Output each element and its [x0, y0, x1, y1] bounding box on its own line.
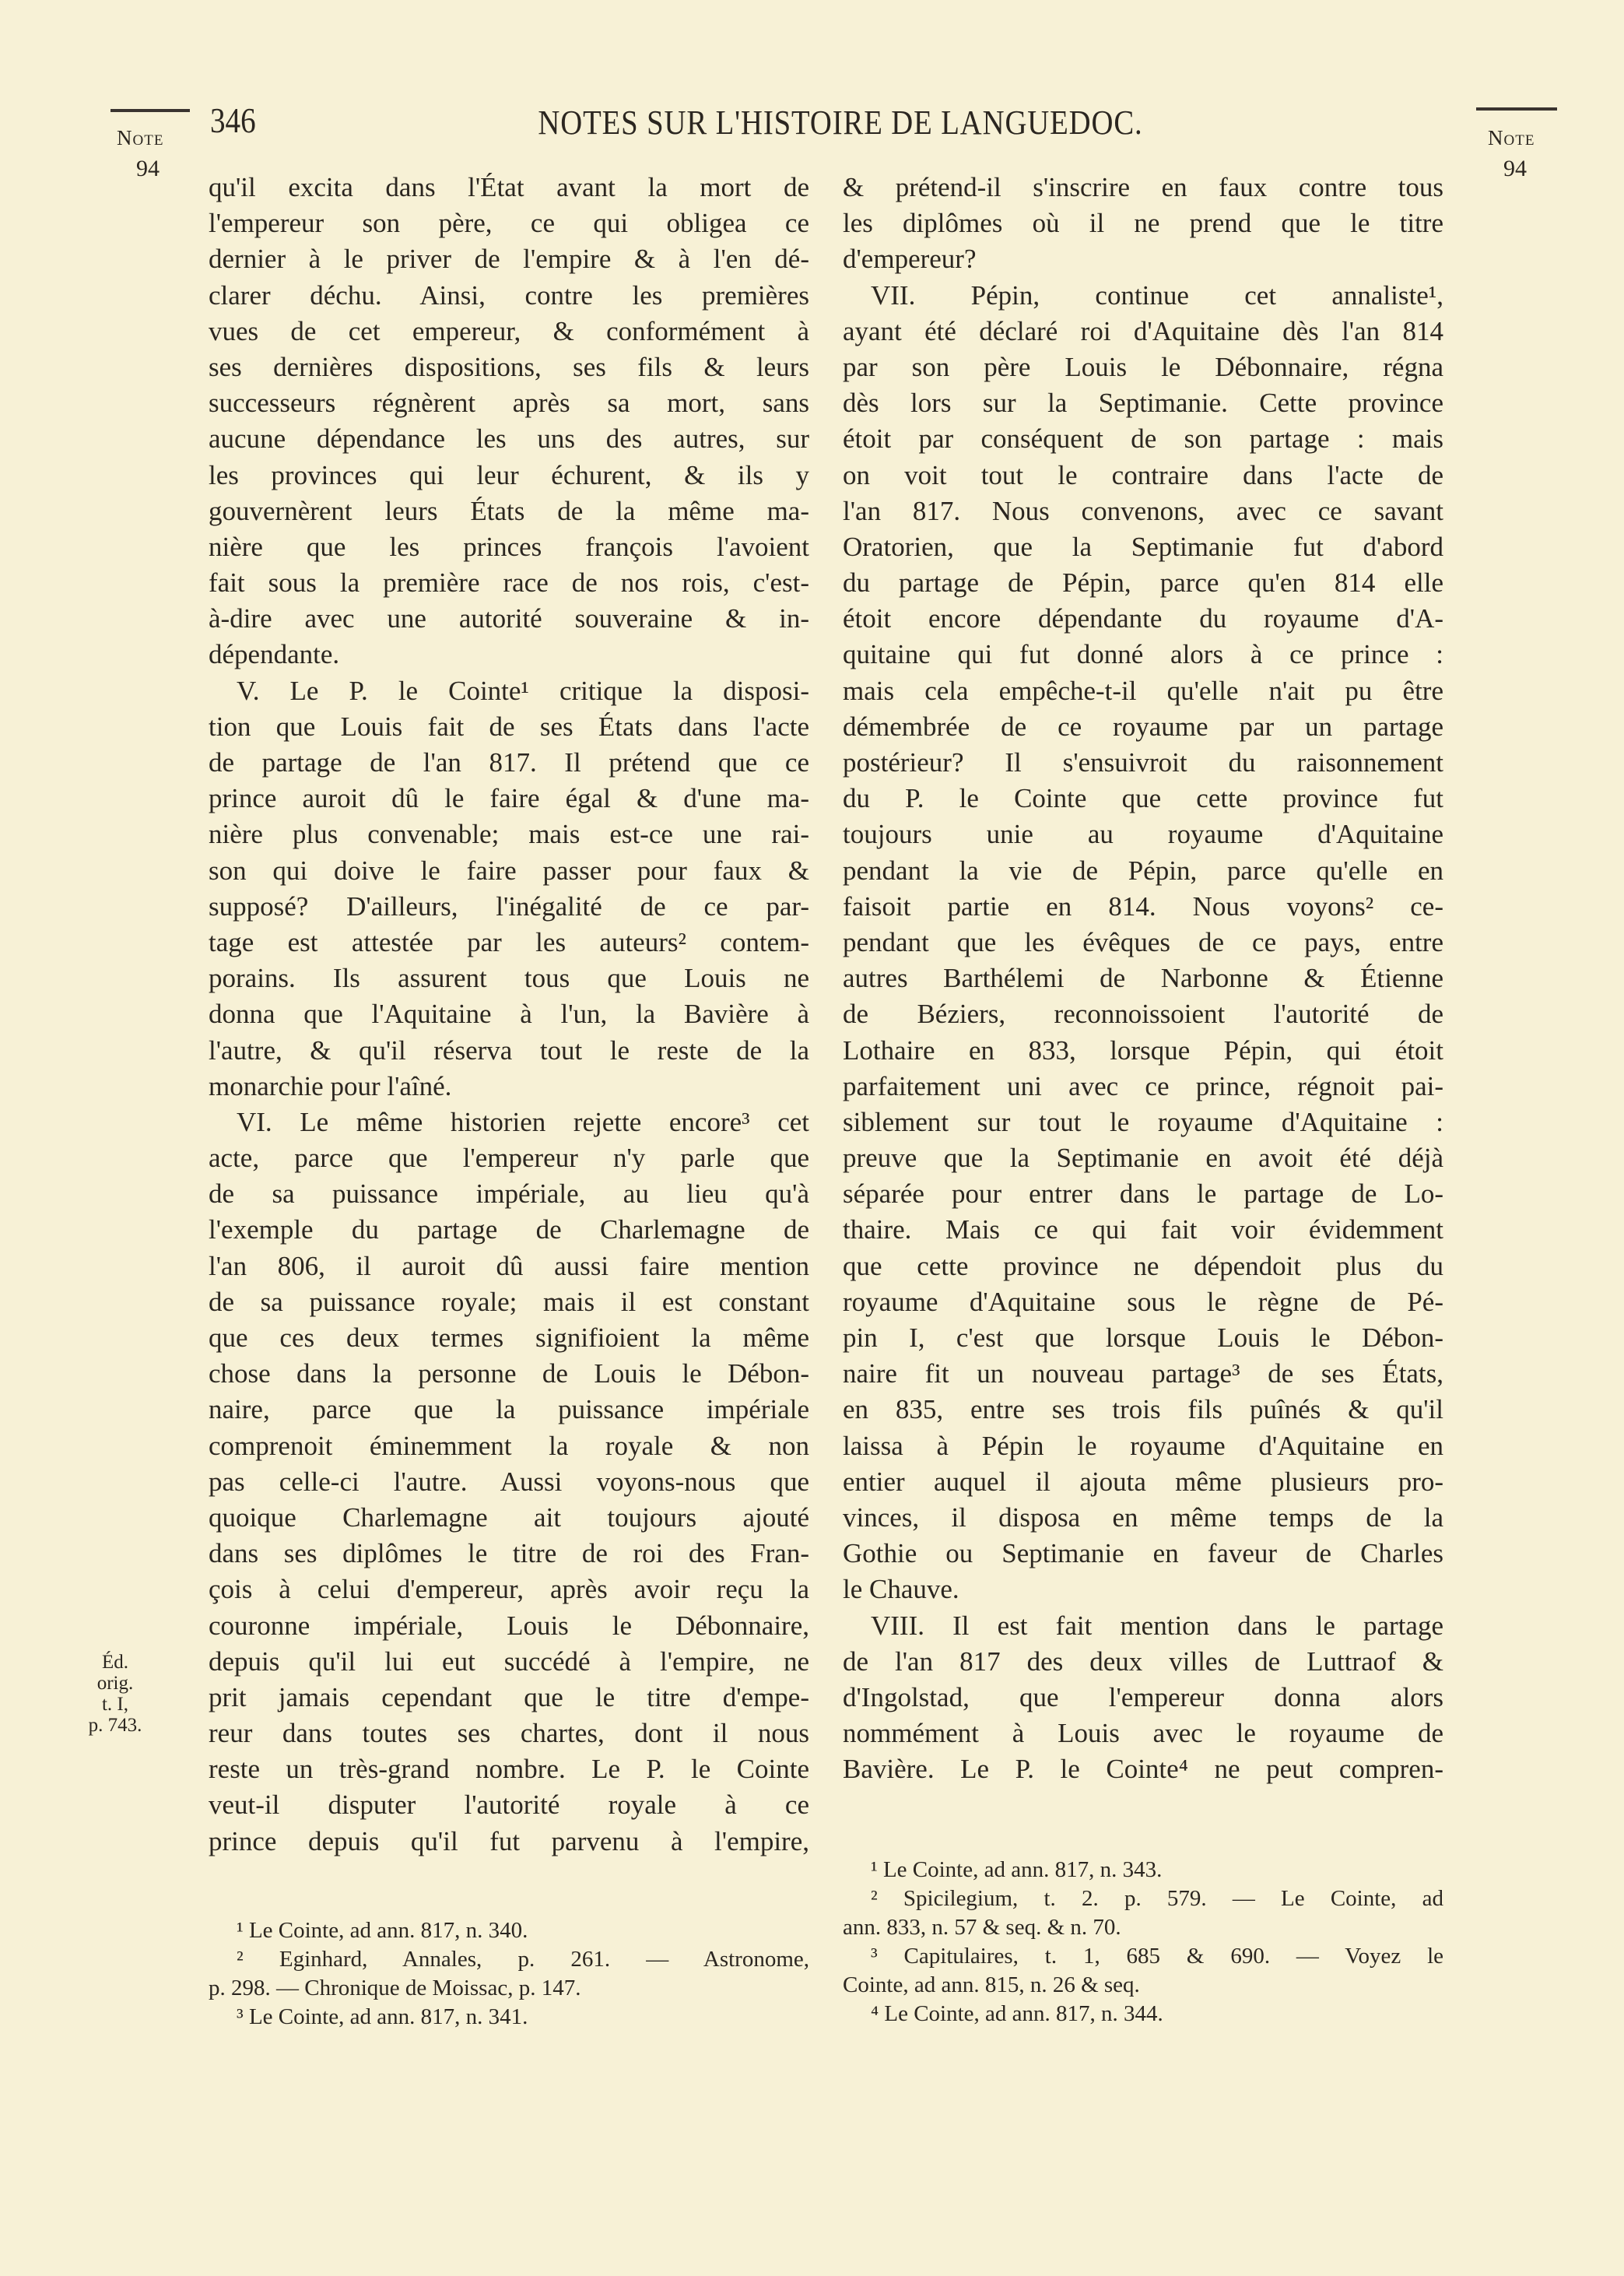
text-line: pas celle-ci l'autre. Aussi voyons-nous que [209, 1466, 809, 1497]
text-line: gouvernèrent leurs États de la même ma- [209, 495, 809, 526]
text-line: vinces, il disposa en même temps de la [843, 1502, 1443, 1533]
text-line: son qui doive le faire passer pour faux & [209, 855, 809, 886]
margin-note [84, 1652, 146, 1736]
text-line: reste un très-grand nombre. Le P. le Cointe [209, 1754, 809, 1785]
text-line: de Béziers, reconnoissoient l'autorité de [843, 999, 1443, 1030]
header-rule-left [110, 109, 190, 112]
text-line: V. Le P. le Cointe¹ critique la disposi- [237, 675, 809, 706]
footnote-line: ¹ Le Cointe, ad ann. 817, n. 340. [237, 1918, 528, 1943]
text-line: pendant la vie de Pépin, parce qu'elle en [843, 855, 1443, 886]
note-number-left: 94 [136, 156, 160, 181]
footnote-line: ³ Le Cointe, ad ann. 817, n. 341. [237, 2004, 528, 2029]
text-line: que cette province ne dépendoit plus du [843, 1250, 1443, 1281]
text-line: le Chauve. [843, 1574, 959, 1605]
text-line: l'autre, & qu'il réserva tout le reste de la [209, 1034, 809, 1066]
text-line: entier auquel il ajouta même plusieurs pro- [843, 1466, 1443, 1497]
page-number: 346 [210, 100, 256, 140]
footnote-line: p. 298. — Chronique de Moissac, p. 147. [209, 1976, 581, 2000]
text-line: prince depuis qu'il fut parvenu à l'empire, [209, 1825, 809, 1856]
text-line: toujours unie au royaume d'Aquitaine [843, 819, 1443, 850]
text-line: reur dans toutes ses chartes, dont il nous [209, 1718, 809, 1749]
text-line: çois à celui d'empereur, après avoir reçu la [209, 1574, 809, 1605]
text-line: nière que les princes françois l'avoient [209, 531, 809, 562]
note-number-right: 94 [1503, 156, 1527, 181]
text-line: monarchie pour l'aîné. [209, 1070, 452, 1101]
text-line: séparée pour entrer dans le partage de Lo- [843, 1178, 1443, 1210]
text-line: porains. Ils assurent tous que Louis ne [209, 963, 809, 994]
text-line: & prétend-il s'inscrire en faux contre tous [843, 172, 1443, 202]
text-line: du P. le Cointe que cette province fut [843, 783, 1443, 814]
text-line: Oratorien, que la Septimanie fut d'abord [843, 531, 1443, 562]
text-line: laissa à Pépin le royaume d'Aquitaine en [843, 1430, 1443, 1461]
footnote-line: ann. 833, n. 57 & seq. & n. 70. [843, 1915, 1121, 1940]
text-line: VI. Le même historien rejette encore³ cet [237, 1106, 809, 1137]
text-line: veut-il disputer l'autorité royale à ce [209, 1790, 809, 1821]
margin-note-line: t. I, [101, 1694, 129, 1715]
text-line: autres Barthélemi de Narbonne & Étienne [843, 963, 1443, 994]
text-line: thaire. Mais ce qui fait voir évidemment [843, 1214, 1443, 1245]
text-line: faisoit partie en 814. Nous voyons² ce- [843, 890, 1443, 922]
text-line: successeurs régnèrent après sa mort, sans [209, 388, 809, 419]
text-line: chose dans la personne de Louis le Débon- [209, 1358, 809, 1389]
footnotes-right [843, 1856, 1443, 2028]
text-line: vues de cet empereur, & conformément à [209, 315, 809, 346]
text-line: démembrée de ce royaume par un partage [843, 711, 1443, 742]
text-line: royaume d'Aquitaine sous le règne de Pé- [843, 1286, 1443, 1317]
footnote-line: ² Eginhard, Annales, p. 261. — Astronome, [237, 1947, 809, 1972]
text-line: postérieur? Il s'ensuivroit du raisonnement [843, 747, 1443, 778]
note-label-left: Note [117, 126, 164, 149]
text-line: l'an 817. Nous convenons, avec ce savant [843, 495, 1443, 526]
footnote-line: ³ Capitulaires, t. 1, 685 & 690. — Voyez le [871, 1944, 1443, 1969]
text-line: donna que l'Aquitaine à l'un, la Bavière à [209, 999, 809, 1030]
footnote-line: ¹ Le Cointe, ad ann. 817, n. 343. [871, 1857, 1163, 1882]
text-line: prit jamais cependant que le titre d'empe- [209, 1681, 809, 1712]
right-column [843, 170, 1443, 1787]
text-line: l'an 806, il auroit dû aussi faire mention [209, 1250, 809, 1281]
text-line: que ces deux termes signifioient la même [209, 1322, 809, 1353]
text-line: acte, parce que l'empereur n'y parle que [209, 1143, 809, 1174]
footnotes-left [209, 1916, 809, 2032]
text-line: ayant été déclaré roi d'Aquitaine dès l'an 814 [843, 315, 1443, 346]
margin-note-line: p. 743. [88, 1715, 142, 1736]
text-line: fait sous la première race de nos rois, c'est- [209, 567, 809, 599]
text-line: Gothie ou Septimanie en faveur de Charles [843, 1538, 1443, 1569]
text-line: les provinces qui leur échurent, & ils y [209, 459, 809, 490]
text-line: Bavière. Le P. le Cointe⁴ ne peut compren- [843, 1754, 1443, 1785]
text-line: aucune dépendance les uns des autres, sur [209, 423, 809, 455]
footnote-line: ² Spicilegium, t. 2. p. 579. — Le Cointe, ad [871, 1886, 1443, 1911]
text-line: pin I, c'est que lorsque Louis le Débon- [843, 1322, 1443, 1353]
header-rule-right [1476, 107, 1557, 111]
note-label-right: Note [1488, 126, 1535, 149]
text-line: de sa puissance impériale, au lieu qu'à [209, 1178, 809, 1210]
text-line: couronne impériale, Louis le Débonnaire, [209, 1610, 809, 1641]
text-line: Lothaire en 833, lorsque Pépin, qui étoit [843, 1034, 1443, 1066]
text-line: en 835, entre ses trois fils puînés & qu'il [843, 1394, 1443, 1425]
text-line: du partage de Pépin, parce qu'en 814 elle [843, 567, 1443, 599]
text-line: depuis qu'il lui eut succédé à l'empire, ne [209, 1646, 809, 1677]
text-line: à-dire avec une autorité souveraine & in- [209, 603, 809, 634]
text-line: tion que Louis fait de ses États dans l'acte [209, 711, 809, 742]
text-line: quoique Charlemagne ait toujours ajouté [209, 1502, 809, 1533]
text-line: nommément à Louis avec le royaume de [843, 1718, 1443, 1749]
left-column [209, 170, 809, 1860]
text-line: naire, parce que la puissance impériale [209, 1394, 809, 1425]
text-line: étoit par conséquent de son partage : mais [843, 423, 1443, 455]
text-line: mais cela empêche-t-il qu'elle n'ait pu être [843, 675, 1443, 706]
text-line: parfaitement uni avec ce prince, régnoit pai- [843, 1070, 1443, 1101]
text-line: ses dernières dispositions, ses fils & leurs [209, 351, 809, 382]
text-line: clarer déchu. Ainsi, contre les premières [209, 279, 809, 311]
text-line: dans ses diplômes le titre de roi des Fran- [209, 1538, 809, 1569]
margin-note-line: Éd. orig. [96, 1652, 134, 1694]
text-line: preuve que la Septimanie en avoit été déjà [843, 1143, 1443, 1174]
footnote-line: ⁴ Le Cointe, ad ann. 817, n. 344. [871, 2001, 1163, 2026]
text-line: de partage de l'an 817. Il prétend que ce [209, 747, 809, 778]
text-line: de sa puissance royale; mais il est constant [209, 1286, 809, 1317]
text-line: l'exemple du partage de Charlemagne de [209, 1214, 809, 1245]
text-line: dès lors sur la Septimanie. Cette province [843, 388, 1443, 419]
text-line: comprenoit éminemment la royale & non [209, 1430, 809, 1461]
text-line: supposé? D'ailleurs, l'inégalité de ce par- [209, 890, 809, 922]
text-line: par son père Louis le Débonnaire, régna [843, 351, 1443, 382]
text-line: les diplômes où il ne prend que le titre [843, 208, 1443, 239]
text-line: d'empereur? [843, 244, 977, 275]
text-line: VII. Pépin, continue cet annaliste¹, [871, 279, 1443, 311]
text-line: on voit tout le contraire dans l'acte de [843, 459, 1443, 490]
text-line: siblement sur tout le royaume d'Aquitaine : [843, 1106, 1443, 1137]
text-line: étoit encore dépendante du royaume d'A- [843, 603, 1443, 634]
text-line: prince auroit dû le faire égal & d'une ma- [209, 783, 809, 814]
text-line: quitaine qui fut donné alors à ce prince : [843, 639, 1443, 670]
text-line: qu'il excita dans l'État avant la mort de [209, 172, 809, 202]
running-title: NOTES SUR L'HISTOIRE DE LANGUEDOC. [538, 104, 1143, 142]
text-line: tage est attestée par les auteurs² contem- [209, 926, 809, 957]
text-line: VIII. Il est fait mention dans le partage [871, 1610, 1443, 1641]
text-line: nière plus convenable; mais est-ce une rai- [209, 819, 809, 850]
text-line: de l'an 817 des deux villes de Luttraof & [843, 1646, 1443, 1677]
text-line: naire fit un nouveau partage³ de ses États, [843, 1358, 1443, 1389]
text-line: dernier à le priver de l'empire & à l'en dé- [209, 244, 809, 275]
text-line: d'Ingolstad, que l'empereur donna alors [843, 1681, 1443, 1712]
text-line: l'empereur son père, ce qui obligea ce [209, 208, 809, 239]
footnote-line: Cointe, ad ann. 815, n. 26 & seq. [843, 1972, 1140, 1997]
text-line: pendant que les évêques de ce pays, entre [843, 926, 1443, 957]
text-line: dépendante. [209, 639, 340, 670]
